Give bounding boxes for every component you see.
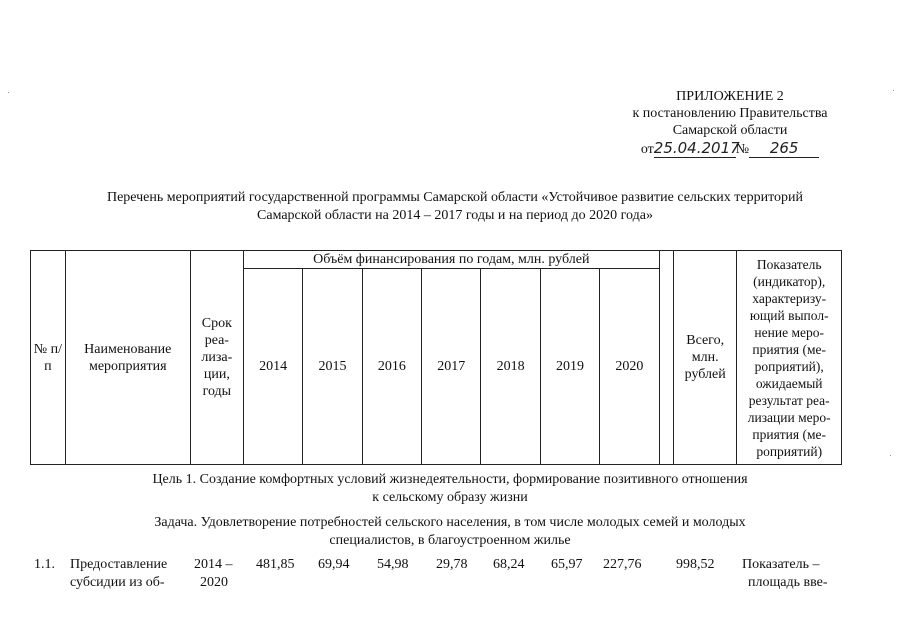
document-title: [40, 189, 870, 225]
row-term-line-1: 2014 –: [194, 557, 233, 572]
header-funding-group: Объём финансирования по годам, млн. рублей: [243, 251, 659, 269]
row-indicator-line-1: Показатель –: [742, 557, 820, 572]
document-title-line-1: Перечень мероприятий государственной программы Самарской области «Устойчивое развитие сельских территорий: [106, 190, 804, 205]
appendix-block: [600, 88, 860, 158]
appendix-line-region: Самарской области: [672, 123, 788, 138]
row-value-2016: 54,98: [377, 557, 409, 572]
header-col-number: № п/п: [31, 251, 66, 465]
handwritten-number: 265: [749, 140, 819, 158]
row-term-line-2: 2020: [200, 575, 228, 590]
table-row-1-1: [0, 556, 905, 600]
scan-speck: [890, 455, 891, 456]
row-value-2020: 227,76: [603, 557, 642, 572]
appendix-title: ПРИЛОЖЕНИЕ 2: [676, 89, 784, 104]
header-col-term: Срок реа-лиза-ции, годы: [190, 251, 243, 465]
number-prefix: №: [735, 142, 750, 157]
task-line-1: Задача. Удовлетворение потребностей сельского населения, в том числе молодых семей и молодых: [154, 515, 746, 530]
scan-speck: [8, 92, 9, 93]
row-number: 1.1.: [34, 557, 55, 572]
header-year-2015: 2015: [303, 269, 362, 465]
header-col-total: Всего, млн. рублей: [673, 251, 736, 465]
task-heading: [90, 514, 810, 550]
goal-line-1: Цель 1. Создание комфортных условий жизнедеятельности, формирование позитивного отношения: [152, 472, 748, 487]
header-col-name: Наименование мероприятия: [65, 251, 190, 465]
from-prefix: от: [640, 142, 654, 157]
header-year-2018: 2018: [481, 269, 540, 465]
measures-table-header: [30, 250, 842, 465]
row-total: 998,52: [676, 557, 715, 572]
row-value-2018: 68,24: [493, 557, 525, 572]
row-value-2019: 65,97: [551, 557, 583, 572]
header-year-2019: 2019: [540, 269, 599, 465]
document-title-line-2: Самарской области на 2014 – 2017 годы и на период до 2020 года»: [257, 208, 653, 223]
goal-line-2: к сельскому образу жизни: [372, 490, 528, 505]
goal-heading: [120, 471, 780, 507]
appendix-line-resolution: к постановлению Правительства: [632, 106, 828, 121]
header-year-2016: 2016: [362, 269, 421, 465]
handwritten-date: 25.04.2017: [653, 139, 740, 157]
header-year-2014: 2014: [243, 269, 302, 465]
row-value-2014: 481,85: [256, 557, 295, 572]
scan-speck: [893, 90, 894, 91]
row-indicator-line-2: площадь вве-: [748, 575, 828, 590]
row-name-line-2: субсидии из об-: [70, 575, 165, 590]
header-year-2020: 2020: [600, 269, 659, 465]
row-value-2015: 69,94: [318, 557, 350, 572]
header-year-2017: 2017: [422, 269, 481, 465]
task-line-2: специалистов, в благоустроенном жилье: [329, 533, 571, 548]
row-value-2017: 29,78: [436, 557, 468, 572]
row-name-line-1: Предоставление: [70, 557, 168, 572]
header-gap-cell: [659, 251, 673, 465]
appendix-date-number: [600, 140, 860, 158]
header-col-indicator: Показатель (индикатор), характеризу-ющий выпол-нение меро-приятия (ме-роприятий), ожидаемый результат реа-лизации меро-приятия (ме-роприятий): [737, 251, 842, 465]
